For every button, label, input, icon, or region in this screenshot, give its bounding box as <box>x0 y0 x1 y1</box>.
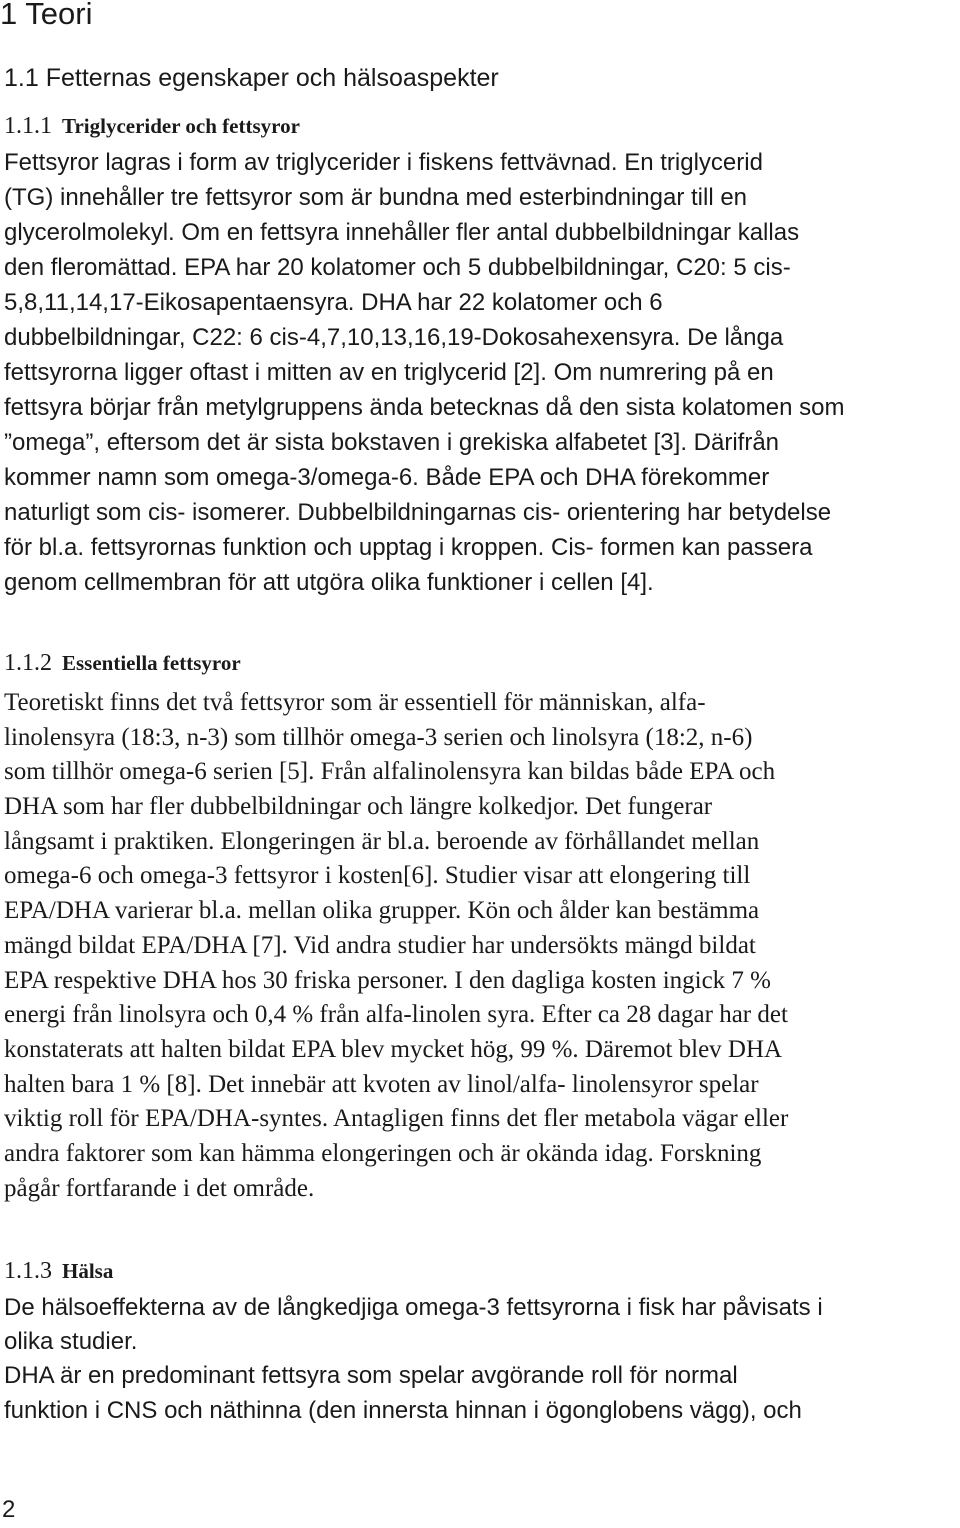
section-heading: 1.1 Fetternas egenskaper och hälsoaspekter <box>4 64 499 92</box>
text-line: viktig roll för EPA/DHA-syntes. Antagligen finns det fler metabola vägar eller <box>4 1105 789 1133</box>
subsection-title: Essentiella fettsyror <box>62 651 241 675</box>
text-line: mängd bildat EPA/DHA [7]. Vid andra studier har undersökts mängd bildat <box>4 931 756 959</box>
text-line: fettsyrorna ligger oftast i mitten av en triglycerid [2]. Om numrering på en <box>4 359 774 386</box>
paragraph-halsa <box>4 1291 960 1359</box>
chapter-heading: 1 Teori <box>0 0 93 31</box>
text-line: för bl.a. fettsyrornas funktion och upptag i kroppen. Cis- formen kan passera <box>4 534 813 561</box>
text-line: halten bara 1 % [8]. Det innebär att kvoten av linol/alfa- linolensyror spelar <box>4 1070 759 1098</box>
page-number: 2 <box>2 1496 16 1523</box>
text-line: pågår fortfarande i det område. <box>4 1174 315 1202</box>
text-line: energi från linolsyra och 0,4 % från alfa-linolen syra. Efter ca 28 dagar har det <box>4 1001 788 1029</box>
text-line: linolensyra (18:3, n-3) som tillhör omega-3 serien och linolsyra (18:2, n-6) <box>4 723 753 751</box>
text-line: ”omega”, eftersom det är sista bokstaven i grekiska alfabetet [3]. Därifrån <box>4 429 780 456</box>
text-line: genom cellmembran för att utgöra olika funktioner i cellen [4]. <box>4 569 654 596</box>
text-line: DHA är en predominant fettsyra som spelar avgörande roll för normal <box>4 1362 738 1389</box>
subsection-title: Triglycerider och fettsyror <box>62 114 300 138</box>
text-line: naturligt som cis- isomerer. Dubbelbildningarnas cis- orientering har betydelse <box>4 499 832 526</box>
text-line: omega-6 och omega-3 fettsyror i kosten[6]. Studier visar att elongering till <box>4 862 751 890</box>
text-line: DHA som har fler dubbelbildningar och längre kolkedjor. Det fungerar <box>4 793 713 821</box>
text-line: glycerolmolekyl. Om en fettsyra innehåller fler antal dubbelbildningar kallas <box>4 219 800 246</box>
text-line: EPA respektive DHA hos 30 friska personer. I den dagliga kosten ingick 7 % <box>4 966 772 994</box>
text-line: EPA/DHA varierar bl.a. mellan olika grupper. Kön och ålder kan bestämma <box>4 897 760 925</box>
text-line: dubbelbildningar, C22: 6 cis-4,7,10,13,16,19-Dokosahexensyra. De långa <box>4 324 784 351</box>
subsection-heading-essentiella <box>4 648 241 678</box>
text-line: fettsyra börjar från metylgruppens ända betecknas då den sista kolatomen som <box>4 394 845 421</box>
text-line: som tillhör omega-6 serien [5]. Från alfalinolensyra kan bildas både EPA och <box>4 758 776 786</box>
text-line: Fettsyror lagras i form av triglycerider i fiskens fettvävnad. En triglycerid <box>4 149 763 176</box>
text-line: olika studier. <box>4 1328 138 1355</box>
paragraph-triglycerider <box>4 145 960 600</box>
text-line: den fleromättad. EPA har 20 kolatomer och 5 dubbelbildningar, C20: 5 cis- <box>4 254 791 281</box>
subsection-number: 1.1.3 <box>4 1258 52 1284</box>
subsection-heading-triglycerider <box>4 111 300 141</box>
paragraph-dha <box>4 1358 960 1428</box>
text-line: 5,8,11,14,17-Eikosapentaensyra. DHA har 22 kolatomer och 6 <box>4 289 663 316</box>
text-line: andra faktorer som kan hämma elongeringen och är okända idag. Forskning <box>4 1139 762 1167</box>
paragraph-essentiella <box>4 686 960 1206</box>
text-line: Teoretiskt finns det två fettsyror som är essentiell för människan, alfa- <box>4 689 706 716</box>
text-line: funktion i CNS och näthinna (den innersta hinnan i ögonglobens vägg), och <box>4 1397 802 1424</box>
subsection-title: Hälsa <box>62 1259 114 1283</box>
subsection-heading-halsa <box>4 1256 113 1286</box>
text-line: kommer namn som omega-3/omega-6. Både EPA och DHA förekommer <box>4 464 770 491</box>
subsection-number: 1.1.2 <box>4 650 52 676</box>
text-line: (TG) innehåller tre fettsyror som är bundna med esterbindningar till en <box>4 184 748 211</box>
text-line: De hälsoeffekterna av de långkedjiga omega-3 fettsyrorna i fisk har påvisats i <box>4 1294 823 1321</box>
subsection-number: 1.1.1 <box>4 113 52 139</box>
text-line: konstaterats att halten bildat EPA blev mycket hög, 99 %. Däremot blev DHA <box>4 1035 783 1063</box>
text-line: långsamt i praktiken. Elongeringen är bl.a. beroende av förhållandet mellan <box>4 827 760 855</box>
